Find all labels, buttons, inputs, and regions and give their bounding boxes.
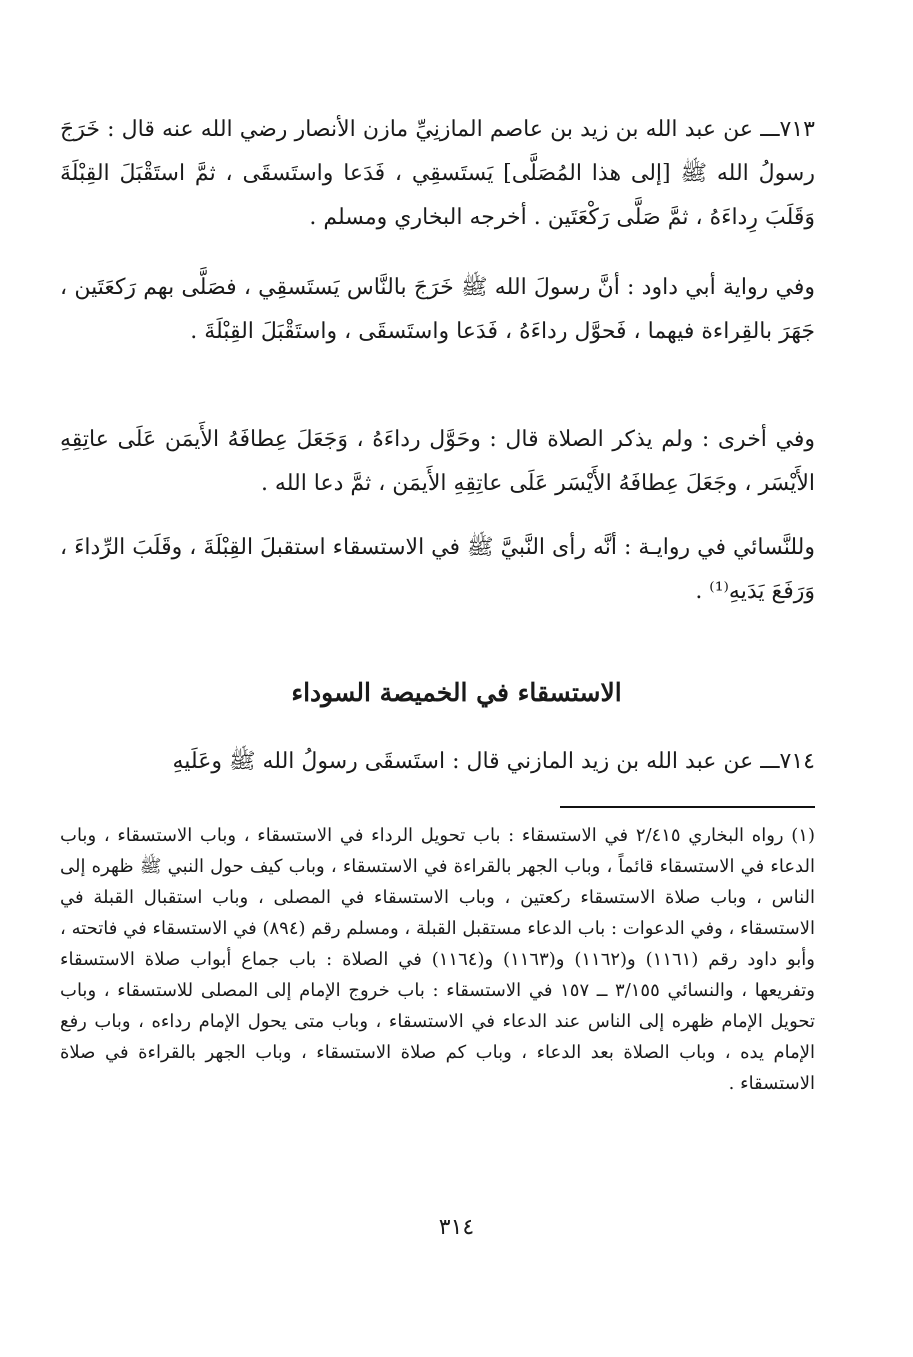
nasai-narration: وللنَّسائي في روايـة : أنَّه رأى النَّبيَّ ﷺ في الاستسقاء استقبلَ القِبْلَةَ ، وقَلَبَ الرِّداءَ ، وَرَفَعَ يَدَيهِ⁽¹⁾ . (59, 535, 815, 604)
other-narration: وفي أخرى : ولم يذكر الصلاة قال : وحَوَّل رداءَهُ ، وَجَعَلَ عِطافَهُ الأَيمَن عَلَى عاتِقِهِ الأَيْسَر ، وجَعَلَ عِطافَهُ الأَيْسَر عَلَى عاتِقِهِ الأَيمَن ، ثمَّ دعا الله . (60, 427, 815, 496)
footnote-divider (560, 806, 815, 808)
footnote-1: (١) رواه البخاري ٢/٤١٥ في الاستسقاء : باب تحويل الرداء في الاستسقاء ، وباب الاستسقاء ، وباب الدعاء في الاستسقاء قائماً ، وباب الجهر بالقراءة في الاستسقاء ، وباب كيف حول النبي ﷺ ظهره إلى الناس ، وباب صلاة الاستسقاء ركعتين ، وباب الاستسقاء في المصلى ، وباب استقبال القبلة في الاستسقاء ، وفي الدعوات : باب الدعاء مستقبل القبلة ، ومسلم رقم (٨٩٤) في الاستسقاء في فاتحته ، وأبو داود رقم (١١٦١) و(١١٦٢) و(١١٦٣) و(١١٦٤) في الصلاة : باب جماع أبواب صلاة الاستسقاء وتفريعها ، والنسائي ٣/١٥٥ ــ ١٥٧ في الاستسقاء : باب خروج الإمام إلى المصلى للاستسقاء ، وباب تحويل الإمام ظهره إلى الناس عند الدعاء في الاستسقاء ، وباب متى يحول الإمام رداءه ، وباب رفع الإمام يده ، وباب الصلاة بعد الدعاء ، وباب كم صلاة الاستسقاء ، وباب الجهر بالقراءة في صلاة الاستسقاء . (60, 825, 816, 1094)
page-number: ٣١٤ (438, 1215, 475, 1240)
section-heading: الاستسقاء في الخميصة السوداء (291, 678, 622, 707)
hadith-714-text: ٧١٤ـــ عن عبد الله بن زيد المازني قال : استَسقَى رسولُ الله ﷺ وعَلَيهِ (172, 749, 815, 774)
hadith-713-text: ٧١٣ـــ عن عبد الله بن زيد بن عاصم المازنِيِّ مازن الأنصار رضي الله عنه قال : خَرَجَ رسولُ الله ﷺ [إلى هذا المُصَلَّى] يَستَسقِي ، فَدَعا واستَسقَى ، ثمَّ استَقْبَلَ القِبْلَةَ وَقَلَبَ رِداءَهُ ، ثمَّ صَلَّى رَكْعَتَين . أخرجه البخاري ومسلم . (60, 117, 815, 230)
abu-dawud-narration: وفي رواية أبي داود : أنَّ رسولَ الله ﷺ خَرَجَ بالنَّاس يَستَسقِي ، فصَلَّى بهم رَكعَتَين ، جَهَرَ بالقِراءة فيهما ، فَحوَّل رداءَهُ ، فَدَعا واستَسقَى ، واستَقْبَلَ القِبْلَةَ . (60, 275, 815, 344)
